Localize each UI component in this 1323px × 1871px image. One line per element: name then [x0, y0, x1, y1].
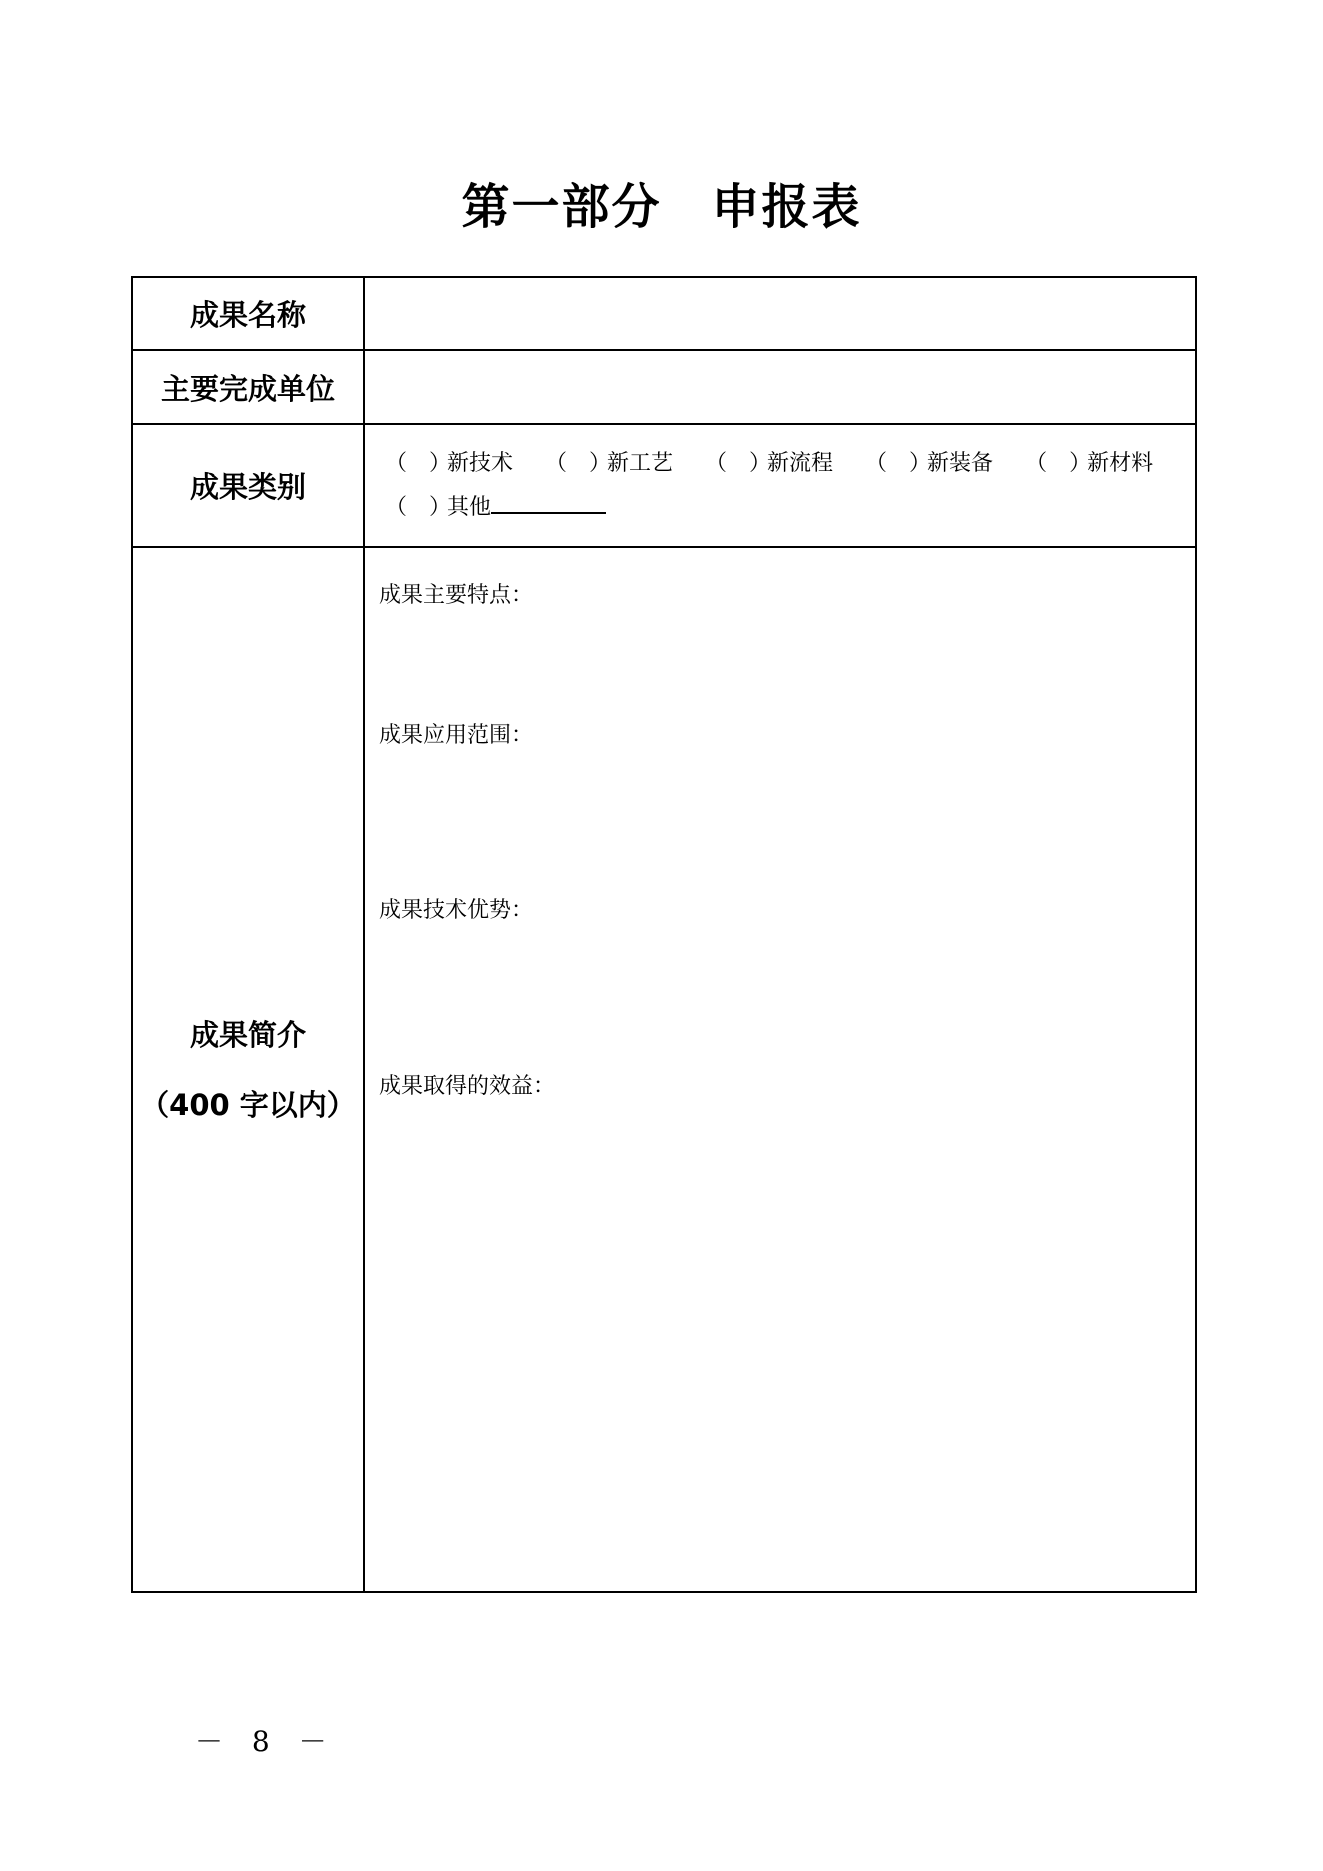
category-options — [364, 424, 1196, 547]
introduction-word-limit: （400 字以内） — [140, 1087, 356, 1122]
category-option-other[interactable] — [385, 486, 606, 530]
achievement-name-label: 成果名称 — [132, 277, 364, 350]
row-achievement-name — [132, 277, 1196, 350]
option-checkbox[interactable]: （ ） — [705, 450, 772, 476]
introduction-field[interactable] — [364, 547, 1196, 1592]
prompt-main-features: 成果主要特点： — [379, 583, 534, 608]
introduction-label: 成果简介 — [189, 1017, 306, 1052]
category-option-new-workflow[interactable] — [705, 442, 833, 486]
row-introduction — [132, 547, 1196, 1592]
introduction-label-cell — [132, 547, 364, 1592]
option-checkbox[interactable]: （ ） — [1025, 450, 1092, 476]
category-option-new-equipment[interactable] — [865, 442, 993, 486]
option-label: 其他 — [447, 494, 492, 520]
option-checkbox[interactable]: （ ） — [385, 450, 452, 476]
option-checkbox[interactable]: （ ） — [865, 450, 932, 476]
prompt-application-scope: 成果应用范围： — [379, 723, 534, 748]
prompt-benefits: 成果取得的效益： — [379, 1074, 556, 1099]
main-unit-field[interactable] — [364, 350, 1196, 424]
other-fill-in-blank[interactable] — [491, 488, 606, 514]
option-label: 新技术 — [447, 450, 514, 476]
option-checkbox[interactable]: （ ） — [385, 494, 452, 520]
category-label: 成果类别 — [132, 424, 364, 547]
category-option-new-process[interactable] — [545, 442, 673, 486]
option-label: 新材料 — [1087, 450, 1154, 476]
row-category — [132, 424, 1196, 547]
category-options-line-2 — [385, 486, 1195, 530]
page-number: － 8 － — [195, 1725, 337, 1758]
page-title: 第一部分 申报表 — [461, 179, 862, 235]
achievement-name-field[interactable] — [364, 277, 1196, 350]
row-main-unit — [132, 350, 1196, 424]
option-label: 新流程 — [767, 450, 834, 476]
main-unit-label: 主要完成单位 — [132, 350, 364, 424]
prompt-technical-advantages: 成果技术优势： — [379, 898, 534, 923]
application-form-table — [131, 276, 1197, 1593]
category-option-new-technology[interactable] — [385, 442, 513, 486]
option-label: 新装备 — [927, 450, 994, 476]
option-label: 新工艺 — [607, 450, 674, 476]
option-checkbox[interactable]: （ ） — [545, 450, 612, 476]
category-option-new-material[interactable] — [1025, 442, 1153, 486]
category-options-line-1 — [385, 442, 1195, 486]
